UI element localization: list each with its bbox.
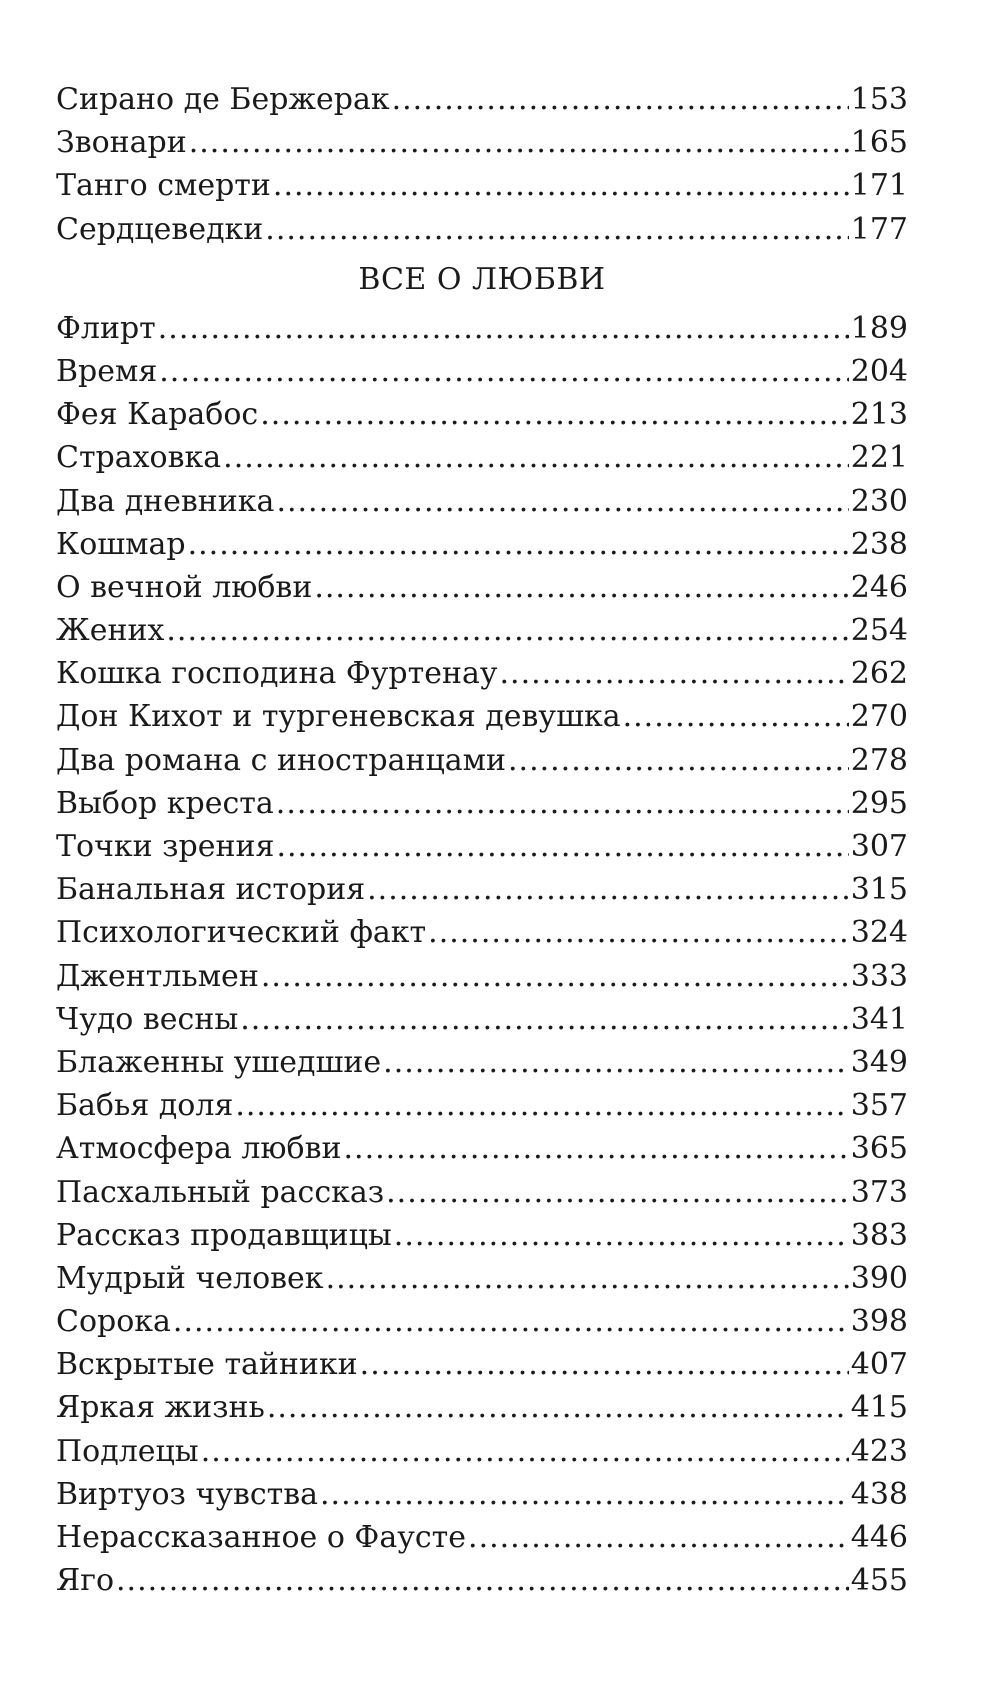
toc-entry-title: Рассказ продавщицы [56, 1217, 392, 1253]
toc-entry [56, 1214, 908, 1257]
dot-leader [273, 164, 849, 207]
dot-leader [276, 825, 848, 868]
toc-entry-page-number: 295 [850, 785, 908, 821]
toc-entry-page-number: 341 [850, 1001, 908, 1037]
toc-entry [56, 652, 908, 695]
toc-entry-page-number: 423 [850, 1433, 908, 1469]
dot-leader [159, 350, 848, 393]
toc-entry-title: О вечной любви [56, 569, 313, 605]
toc-entry-title: Психологический факт [56, 915, 427, 951]
toc-entry-page-number: 415 [850, 1390, 908, 1426]
toc-entry-title: Фея Карабос [56, 397, 259, 433]
dot-leader [173, 1300, 849, 1343]
toc-entry-title: Звонари [56, 125, 187, 161]
toc-entry-page-number: 407 [850, 1347, 908, 1383]
dot-leader [314, 566, 848, 609]
toc-entry [56, 1257, 908, 1300]
toc-entry [56, 1473, 908, 1516]
toc-entry-page-number: 349 [850, 1044, 908, 1080]
dot-leader [276, 782, 849, 825]
toc-entry-page-number: 238 [850, 526, 908, 562]
toc-entry-title: Флирт [56, 310, 156, 346]
toc-entry-title: Мудрый человек [56, 1260, 324, 1296]
toc-entry [56, 868, 908, 911]
toc-entry [56, 1127, 908, 1170]
toc-entry [56, 523, 908, 566]
toc-entry [56, 609, 908, 652]
table-of-contents [56, 78, 908, 1602]
dot-leader [326, 1257, 849, 1300]
toc-entry-title: Нерассказанное о Фаусте [56, 1520, 467, 1555]
dot-leader [383, 1041, 849, 1084]
dot-leader [116, 1559, 849, 1602]
toc-entry-page-number: 177 [850, 211, 908, 247]
toc-entry-page-number: 230 [850, 483, 908, 519]
toc-entry-title: Банальная история [56, 872, 366, 908]
toc-entry [56, 393, 908, 436]
toc-entry [56, 1041, 908, 1084]
toc-entry [56, 955, 908, 998]
toc-entry [56, 1084, 908, 1127]
dot-leader [267, 1386, 849, 1429]
toc-entry-page-number: 153 [850, 82, 908, 117]
dot-leader [265, 208, 848, 251]
section-heading: ВСЕ О ЛЮБВИ [358, 261, 606, 297]
toc-entry [56, 1343, 908, 1386]
toc-entry [56, 208, 908, 251]
dot-leader [240, 998, 849, 1041]
toc-entry-title: Кошка господина Фуртенау [56, 656, 498, 692]
toc-entry-title: Пасхальный рассказ [56, 1174, 385, 1210]
toc-entry-title: Сорока [56, 1304, 171, 1340]
dot-leader [189, 121, 849, 164]
toc-entry-title: Точки зрения [56, 829, 275, 864]
toc-entry [56, 1516, 908, 1559]
toc-entry-title: Два дневника [56, 483, 275, 519]
dot-leader [468, 1516, 849, 1559]
toc-entry-page-number: 246 [850, 569, 908, 605]
toc-entry-page-number: 270 [850, 699, 908, 735]
toc-entry-page-number: 171 [850, 168, 908, 204]
toc-entry-page-number: 383 [850, 1217, 908, 1253]
toc-entry-title: Сирано де Бержерак [56, 82, 390, 117]
toc-entry [56, 1300, 908, 1343]
toc-entry [56, 739, 908, 782]
toc-entry-page-number: 278 [850, 742, 908, 778]
dot-leader [320, 1473, 849, 1516]
toc-entry-page-number: 324 [850, 915, 908, 951]
toc-entry-title: Яго [56, 1563, 115, 1599]
toc-entry [56, 566, 908, 609]
toc-entry [56, 480, 908, 523]
toc-entry [56, 1386, 908, 1429]
toc-entry [56, 164, 908, 207]
toc-entry-page-number: 357 [850, 1088, 908, 1124]
toc-entry [56, 695, 908, 738]
toc-entry [56, 121, 908, 164]
toc-entry-title: Бабья доля [56, 1088, 234, 1124]
toc-entry [56, 78, 908, 121]
toc-entry-title: Два романа с иностранцами [56, 742, 506, 778]
toc-entry-page-number: 204 [850, 353, 908, 389]
toc-entry-title: Яркая жизнь [56, 1390, 265, 1426]
dot-leader [261, 955, 849, 998]
toc-entry-page-number: 213 [850, 397, 908, 433]
toc-entry-title: Блаженны ушедшие [56, 1044, 382, 1080]
dot-leader [392, 78, 849, 121]
dot-leader [276, 480, 848, 523]
toc-entry-page-number: 365 [850, 1131, 908, 1167]
toc-entry-title: Джентльмен [56, 958, 259, 994]
dot-leader [260, 393, 848, 436]
dot-leader [623, 695, 849, 738]
toc-entry-title: Танго смерти [56, 168, 271, 204]
toc-entry-title: Дон Кихот и тургеневская девушка [56, 699, 621, 735]
toc-entry-page-number: 390 [850, 1260, 908, 1296]
toc-section-entries [56, 307, 908, 1603]
toc-entry [56, 998, 908, 1041]
toc-entry [56, 825, 908, 868]
dot-leader [367, 868, 849, 911]
toc-entry-title: Вскрытые тайники [56, 1347, 358, 1383]
toc-entry-title: Виртуоз чувства [56, 1476, 319, 1512]
toc-entry-page-number: 189 [850, 310, 908, 346]
dot-leader [188, 523, 849, 566]
toc-entry [56, 782, 908, 825]
toc-entry [56, 307, 908, 350]
toc-entry-title: Жених [56, 613, 165, 649]
toc-entry [56, 436, 908, 479]
toc-entry [56, 911, 908, 954]
dot-leader [360, 1343, 849, 1386]
toc-intro-entries [56, 78, 908, 251]
toc-entry [56, 1171, 908, 1214]
dot-leader [428, 911, 849, 954]
toc-entry-title: Кошмар [56, 526, 186, 562]
toc-entry [56, 350, 908, 393]
toc-entry-page-number: 315 [850, 872, 908, 908]
toc-entry [56, 1430, 908, 1473]
toc-entry-page-number: 307 [850, 829, 908, 864]
toc-entry-page-number: 165 [850, 125, 908, 161]
toc-entry-title: Выбор креста [56, 785, 274, 821]
dot-leader [166, 609, 848, 652]
dot-leader [500, 652, 849, 695]
toc-entry-title: Сердцеведки [56, 211, 264, 247]
toc-entry-page-number: 262 [850, 656, 908, 692]
dot-leader [508, 739, 849, 782]
dot-leader [386, 1171, 849, 1214]
toc-entry [56, 1559, 908, 1602]
dot-leader [394, 1214, 849, 1257]
dot-leader [158, 307, 849, 350]
toc-entry-page-number: 398 [850, 1304, 908, 1340]
toc-entry-title: Подлецы [56, 1433, 199, 1469]
toc-entry-title: Атмосфера любви [56, 1131, 342, 1167]
dot-leader [235, 1084, 848, 1127]
toc-entry-page-number: 446 [850, 1520, 908, 1555]
toc-entry-page-number: 438 [850, 1476, 908, 1512]
toc-entry-page-number: 333 [850, 958, 908, 994]
toc-entry-page-number: 221 [850, 440, 908, 476]
toc-entry-title: Чудо весны [56, 1001, 239, 1037]
toc-entry-page-number: 373 [850, 1174, 908, 1210]
dot-leader [201, 1430, 849, 1473]
toc-entry-page-number: 455 [850, 1563, 908, 1599]
toc-entry-title: Страховка [56, 440, 222, 476]
toc-entry-title: Время [56, 353, 158, 389]
toc-entry-page-number: 254 [850, 613, 908, 649]
dot-leader [344, 1127, 849, 1170]
dot-leader [223, 436, 849, 479]
